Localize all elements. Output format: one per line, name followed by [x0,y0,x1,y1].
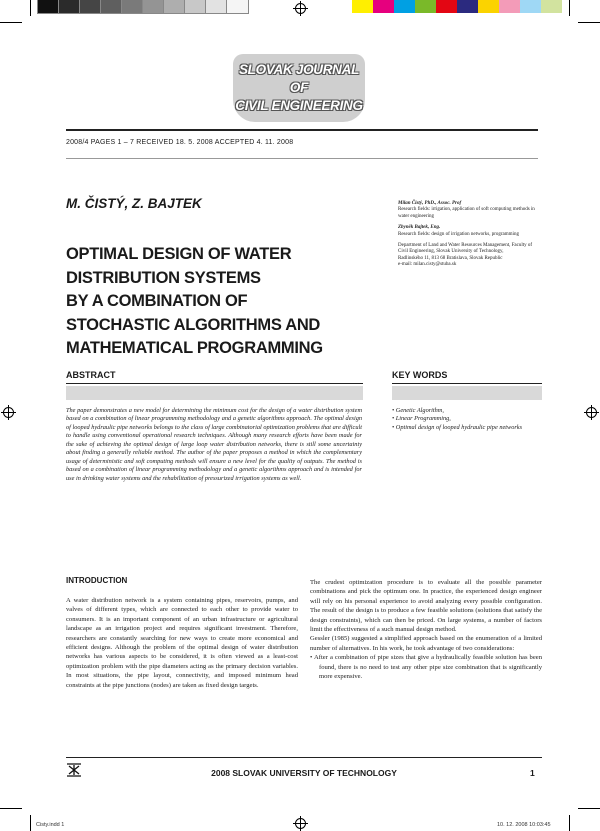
keywords-rule [392,383,542,384]
footer-text: 2008 SLOVAK UNIVERSITY OF TECHNOLOGY [211,768,397,778]
registration-mark-left [3,407,14,418]
email: e-mail: milan.cisty@stuba.sk [398,262,457,268]
article-title [66,243,386,361]
keyword-item: • Linear Programming, [392,415,451,423]
journal-logo-line1: SLOVAK JOURNAL [238,62,360,77]
keyword-item: • Optimal design of looped hydraulic pipe networks [392,423,523,431]
author1-field: Research fields: irrigation, application of soft computing methods in water engineering [398,207,535,219]
gray-swatch [227,0,248,13]
color-swatch [373,0,394,13]
crop-mark [578,22,600,23]
footer-rule [66,757,542,758]
color-swatch [436,0,457,13]
color-swatch [499,0,520,13]
keywords-bar [392,386,542,400]
journal-logo-line2: OF [289,80,309,95]
registration-mark-bottom [295,818,306,829]
author2-field: Research fields: design of irrigation networks, programming [398,231,519,237]
col2-paragraph: Gessler (1985) suggested a simplified approach based on the enumeration of a limited number of alternatives. In his work, he took advantage of two considerations: [310,635,542,652]
gray-swatch [80,0,101,13]
color-swatch [352,0,373,13]
gray-swatch [101,0,122,13]
authors: M. ČISTÝ, Z. BAJTEK [66,196,202,211]
article-meta: 2008/4 PAGES 1 – 7 RECEIVED 18. 5. 2008 ACCEPTED 4. 11. 2008 [66,139,294,146]
affiliation: Department of Land and Water Resources Management, Faculty of Civil Engineering, Slovak University of Technology, [398,243,533,255]
color-swatch [457,0,478,13]
title-line: OPTIMAL DESIGN OF WATER [66,245,292,263]
keyword-item: • Genetic Algorithm, [392,407,444,414]
meta-rule [66,158,538,159]
header-rule [66,129,538,131]
introduction-heading: INTRODUCTION [66,576,128,585]
keywords-heading: KEY WORDS [392,370,448,380]
col2-bullet: • After a combination of pipe sizes that give a hydraulically feasible solution has been found, there is no need to test any other pipe size combination that is significantly more expensive. [310,654,543,681]
title-line: MATHEMATICAL PROGRAMMING [66,339,323,357]
color-swatch [415,0,436,13]
slug-right: 10. 12. 2008 10:03:45 [497,822,551,828]
gray-swatch [122,0,143,13]
crop-mark [0,808,22,809]
title-line: STOCHASTIC ALGORITHMS AND [66,315,321,334]
gray-swatch [164,0,185,13]
crop-mark [569,0,570,16]
color-swatch [394,0,415,13]
author2-name: Zbyněk Bajtek, Eng. [398,225,441,231]
author1-name: Milan Čistý, PhD., Assoc. Prof [398,201,462,206]
color-swatch [541,0,562,13]
crop-mark [0,22,22,23]
page-number: 1 [530,768,535,778]
registration-mark-top [295,3,306,14]
gray-swatch [185,0,206,13]
journal-logo-line3: CIVIL ENGINEERING [235,98,363,113]
color-swatch [520,0,541,13]
author-info [398,201,543,269]
col2-paragraph: The crudest optimization procedure is to evaluate all the possible parameter combinations and pick the optimum one. In practice, the experienced design engineer will rely on his personal experience to avoid analyzing every possible configuration. The result of the design is to produce a few feasible solutions (solutions that satisfy the design constraints), which can then be priced. On large systems, a number of factors limit the effectiveness of a such manual design method. [310,579,542,634]
color-swatch [478,0,499,13]
gray-swatch [143,0,164,13]
registration-mark-right [586,407,597,418]
intro-text [66,596,298,690]
slug-left: Cisty.indd 1 [36,822,65,828]
intro-paragraph: A water distribution network is a system containing pipes, reservoirs, pumps, and valves of different types, which are connected to each other to provide water to consumers. It is an important component of an urban infrastructure or agricultural landscape as an irrigation project and requires significant investment. Therefore, researchers are constantly searching for new ways to create more economical and efficient designs. Although the problem of the optimal design of water distribution networks has various aspects to be considered, it is often viewed as a least-cost optimization problem with the pipe diameters acting as the primary decision variables. In most situations, the pipe layout, connectivity, and imposed minimum head constraints at the pipe junctions (nodes) are taken as fixed design targets. [66,597,298,689]
abstract-heading: ABSTRACT [66,370,116,380]
abstract-bar [66,386,363,400]
title-line: DISTRIBUTION SYSTEMS [66,268,261,287]
title-line: BY A COMBINATION OF [66,292,248,310]
right-column-text [310,578,542,681]
journal-logo [233,54,365,122]
address: Radlinského 11, 813 68 Bratislava, Slovak Republic [398,255,503,261]
gray-swatch [59,0,80,13]
keywords-list [392,407,542,432]
crop-mark [30,0,31,16]
gray-swatch [38,0,59,13]
crop-mark [578,808,600,809]
crop-mark [30,815,31,831]
abstract-rule [66,383,363,384]
crop-mark [569,815,570,831]
gray-swatch [206,0,227,13]
abstract-text: The paper demonstrates a new model for determining the minimum cost for the design of a water distribution system based on a combination of linear programming methodology and a genetic algorithms approach. The optimal design of looped hydraulic pipe networks belongs to the class of large combinatorial optimization problems that are difficult to handle using conventional operational research techniques. Although many research efforts have been made for the sake of achieving the optimal design of large loop water distribution networks, there is still some uncertainty about finding a generally reliable method. The author of the paper proposes a method in which the complementary usage of deterministic and soft computing methods will ensure a new level for the quality of outputs. The method is based on a combination of linear programming methodology and a genetic algorithms approach and is intended for use in drinking water systems and the rehabilitation of pressurized irrigation systems as well. [66,407,362,482]
